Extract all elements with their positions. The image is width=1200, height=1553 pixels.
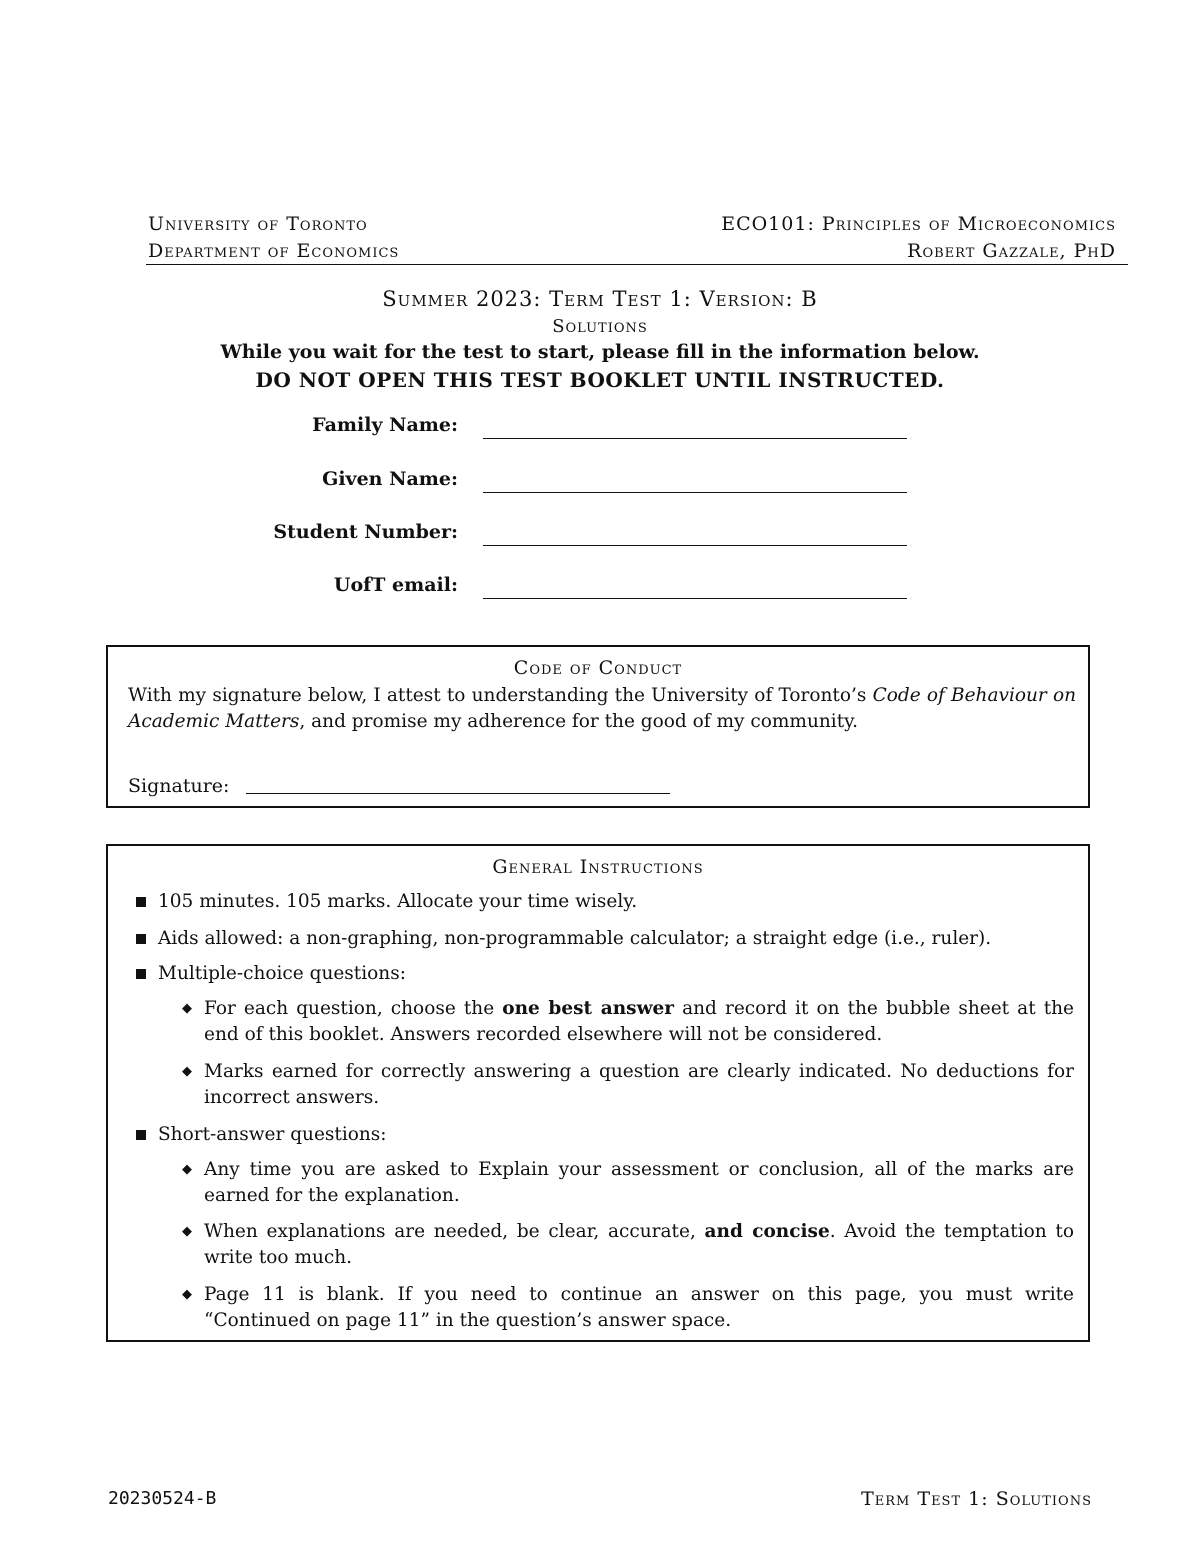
list-item-text: 105 minutes. 105 marks. Allocate your time wisely. (158, 891, 638, 912)
student-number-line[interactable] (483, 545, 907, 546)
square-bullet-icon (136, 897, 146, 907)
list-item (182, 1157, 1074, 1209)
given-name-line[interactable] (483, 492, 907, 493)
student-number-field (150, 521, 1050, 551)
do-not-open-warning: DO NOT OPEN THIS TEST BOOKLET UNTIL INSTRUCTED. (255, 368, 945, 392)
wait-instruction: While you wait for the test to start, please fill in the information below. (220, 341, 980, 363)
diamond-bullet-icon: ◆ (182, 1162, 192, 1177)
list-item-text: Page 11 is blank. If you need to continue an answer on this page, you must write “Continued on page 11” in the question’s answer space. (204, 1284, 1074, 1331)
list-item-text: Multiple-choice questions: (158, 963, 406, 984)
code-of-conduct-text (128, 683, 1076, 735)
list-item (158, 926, 1048, 952)
given-name-field (150, 468, 1050, 498)
family-name-line[interactable] (483, 438, 907, 439)
page-header (148, 211, 1116, 265)
coc-text-end: , and promise my adherence for the good of my community. (299, 711, 859, 732)
list-item-text: Short-answer questions: (158, 1124, 387, 1145)
diamond-bullet-icon: ◆ (182, 1287, 192, 1302)
family-name-label: Family Name: (312, 414, 458, 436)
list-item-text: When explanations are needed, be clear, accurate, (204, 1221, 705, 1242)
list-item (158, 1122, 1048, 1148)
footer-title: Term Test 1: Solutions (861, 1488, 1092, 1510)
footer-code: 20230524-B (108, 1488, 217, 1509)
code-of-conduct-box (106, 645, 1090, 808)
diamond-bullet-icon: ◆ (182, 1001, 192, 1016)
student-number-label: Student Number: (273, 521, 458, 543)
diamond-bullet-icon: ◆ (182, 1224, 192, 1239)
list-item-text: Aids allowed: a non-graphing, non-programmable calculator; a straight edge (i.e., ruler). (158, 928, 992, 949)
list-item (182, 1219, 1074, 1271)
square-bullet-icon (136, 1130, 146, 1140)
family-name-field (150, 414, 1050, 444)
test-subtitle: Solutions (552, 316, 648, 337)
list-item (182, 1282, 1074, 1334)
instructor-name: Robert Gazzale, PhD (907, 240, 1116, 262)
square-bullet-icon (136, 969, 146, 979)
test-title: Summer 2023: Term Test 1: Version: B (382, 287, 818, 311)
list-item-text: Any time you are asked to Explain your assessment or conclusion, all of the marks are earned for the explanation. (204, 1159, 1074, 1206)
department-name: Department of Economics (148, 240, 400, 262)
list-item-text: Marks earned for correctly answering a question are clearly indicated. No deductions for incorrect answers. (204, 1061, 1074, 1108)
general-instructions-box (106, 844, 1090, 1342)
given-name-label: Given Name: (322, 468, 458, 490)
list-item-text: For each question, choose the (204, 998, 503, 1019)
list-item (182, 996, 1074, 1048)
signature-label: Signature: (128, 775, 230, 797)
uoft-email-field (150, 574, 1050, 604)
list-item-bold: one best answer (502, 998, 675, 1019)
course-title: ECO101: Principles of Microeconomics (721, 213, 1116, 235)
list-item (158, 889, 1048, 915)
list-item-bold: and concise (704, 1221, 830, 1242)
list-item (158, 961, 1048, 987)
code-of-conduct-title: Code of Conduct (513, 657, 683, 679)
uoft-email-line[interactable] (483, 598, 907, 599)
header-rule (146, 264, 1128, 265)
general-instructions-title: General Instructions (492, 856, 704, 878)
signature-line[interactable] (246, 793, 670, 794)
list-item-text: . Avoid the temptation to write too much. (204, 1221, 1074, 1268)
list-item (182, 1059, 1074, 1111)
university-name: University of Toronto (148, 213, 368, 235)
list-item-text: and record it on the bubble sheet at the end of this booklet. Answers recorded elsewhere will not be considered. (204, 998, 1074, 1045)
diamond-bullet-icon: ◆ (182, 1064, 192, 1079)
coc-text-start: With my signature below, I attest to understanding the University of Toronto’s (128, 685, 873, 706)
square-bullet-icon (136, 934, 146, 944)
uoft-email-label: UofT email: (333, 574, 458, 596)
coc-text-italic: Code of Behaviour on Academic Matters (128, 685, 1077, 732)
